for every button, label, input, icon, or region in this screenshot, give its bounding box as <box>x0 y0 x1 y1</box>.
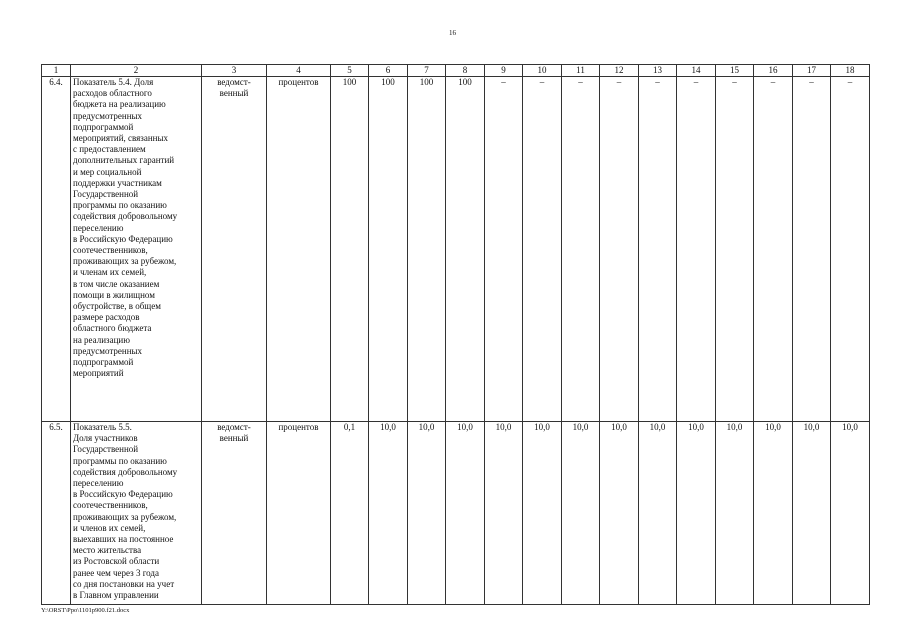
value-cell: 10,0 <box>677 422 716 605</box>
indicator-type: ведомст- венный <box>202 422 267 605</box>
column-header: 11 <box>562 65 600 77</box>
column-header: 2 <box>71 65 202 77</box>
value-cell: 100 <box>408 77 446 422</box>
value-cell: 10,0 <box>369 422 408 605</box>
value-cell: – <box>639 77 677 422</box>
column-header: 5 <box>331 65 369 77</box>
column-header: 8 <box>446 65 485 77</box>
value-cell: 10,0 <box>754 422 793 605</box>
column-header: 9 <box>485 65 523 77</box>
value-cell: – <box>831 77 870 422</box>
column-header: 15 <box>716 65 754 77</box>
value-cell: 100 <box>446 77 485 422</box>
value-cell: 100 <box>369 77 408 422</box>
value-cell: – <box>523 77 562 422</box>
value-cell: 10,0 <box>408 422 446 605</box>
value-cell: 0,1 <box>331 422 369 605</box>
column-header: 3 <box>202 65 267 77</box>
value-cell: – <box>754 77 793 422</box>
table-row <box>42 77 870 422</box>
value-cell: – <box>716 77 754 422</box>
column-header: 14 <box>677 65 716 77</box>
file-path: Y:\ORST\Ppo\1101p900.f21.docx <box>41 607 130 614</box>
column-header: 16 <box>754 65 793 77</box>
value-cell: 10,0 <box>523 422 562 605</box>
value-cell: 10,0 <box>831 422 870 605</box>
indicators-table <box>41 64 870 605</box>
indicator-type: ведомст- венный <box>202 77 267 422</box>
value-cell: – <box>600 77 639 422</box>
column-header: 7 <box>408 65 446 77</box>
page-number: 16 <box>449 29 456 37</box>
column-header: 4 <box>267 65 331 77</box>
value-cell: 10,0 <box>485 422 523 605</box>
value-cell: 10,0 <box>562 422 600 605</box>
column-header: 17 <box>793 65 831 77</box>
value-cell: 10,0 <box>716 422 754 605</box>
indicator-description: Показатель 5.5. Доля участников Государственной программы по оказанию содействия добровольному переселению в Российскую Федерацию соотечественников, проживающих за рубежом, и членов их семей, выехавших на постоянное место жительства из Ростовской области ранее чем через 3 года со дня постановки на учет в Главном управлении <box>71 422 202 605</box>
indicator-unit: процентов <box>267 77 331 422</box>
value-cell: 10,0 <box>446 422 485 605</box>
column-header: 13 <box>639 65 677 77</box>
value-cell: – <box>677 77 716 422</box>
column-header: 10 <box>523 65 562 77</box>
value-cell: – <box>485 77 523 422</box>
column-header: 1 <box>42 65 71 77</box>
indicator-description: Показатель 5.4. Доля расходов областного бюджета на реализацию предусмотренных подпрограммой мероприятий, связанных с предоставлением дополнительных гарантий и мер социальной поддержки участникам Государственной программы по оказанию содействия добровольному переселению в Российскую Федерацию соотечественников, проживающих за рубежом, и членам их семей, в том числе оказанием помощи в жилищном обустройстве, в общем размере расходов областного бюджета на реализацию предусмотренных подпрограммой мероприятий <box>71 77 202 422</box>
table-row <box>42 422 870 605</box>
row-number: 6.5. <box>42 422 71 605</box>
column-header: 18 <box>831 65 870 77</box>
value-cell: 10,0 <box>600 422 639 605</box>
value-cell: 10,0 <box>793 422 831 605</box>
row-number: 6.4. <box>42 77 71 422</box>
value-cell: 100 <box>331 77 369 422</box>
value-cell: – <box>562 77 600 422</box>
value-cell: 10,0 <box>639 422 677 605</box>
column-header: 12 <box>600 65 639 77</box>
column-header: 6 <box>369 65 408 77</box>
table-header-row <box>42 65 870 77</box>
value-cell: – <box>793 77 831 422</box>
indicator-unit: процентов <box>267 422 331 605</box>
